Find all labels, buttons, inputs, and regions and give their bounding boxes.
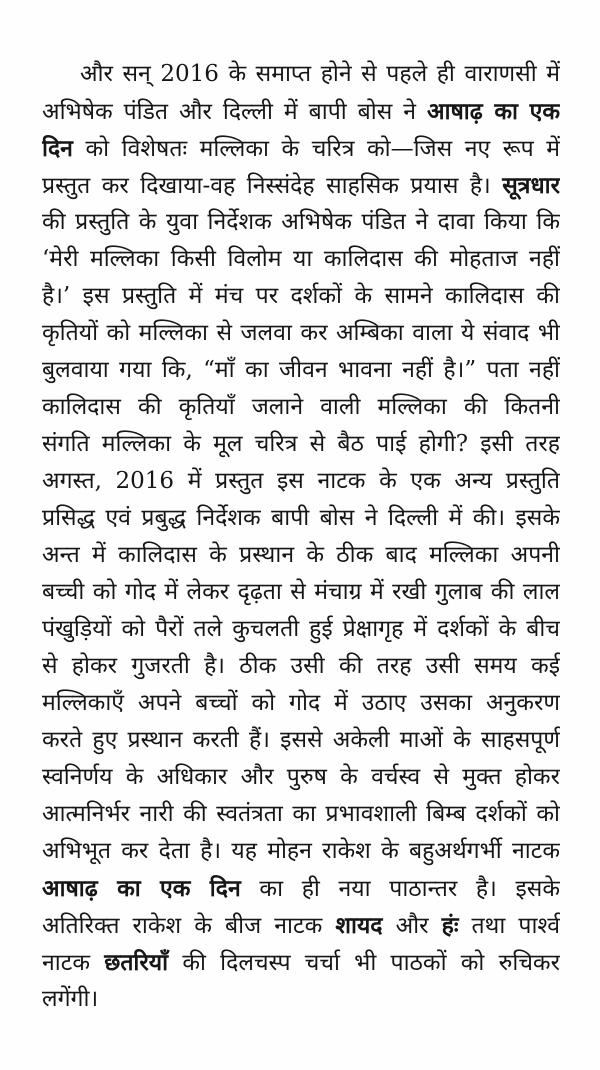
text-segment: ‘मेरी मल्लिका किसी विलोम या कालिदास की मोहताज नहीं xyxy=(42,246,560,272)
text-segment: बुलवाया गया कि, “माँ का जीवन भावना नहीं है।” पता नहीं xyxy=(42,357,560,383)
text-segment: करते हुए प्रस्थान करती हैं। इससे अकेली माओं के साहसपूर्ण xyxy=(42,727,560,753)
text-line xyxy=(42,870,560,907)
text-segment: लगेंगी। xyxy=(42,986,99,1012)
text-segment: और xyxy=(382,913,442,939)
text-segment: प्रस्तुत कर दिखाया-वह निस्संदेह साहसिक प्रयास है। xyxy=(42,173,503,199)
emphasized-text: दिन xyxy=(42,135,73,162)
text-line xyxy=(42,981,560,1018)
text-line xyxy=(42,648,560,685)
text-line xyxy=(42,389,560,426)
text-line xyxy=(42,463,560,500)
text-segment: कृतियों को मल्लिका से जलवा कर अम्बिका वाला ये संवाद भी xyxy=(42,320,560,346)
text-segment: आत्मनिर्भर नारी की स्वतंत्रता का प्रभावशाली बिम्ब दर्शकों को xyxy=(42,801,560,827)
text-segment: और सन् 2016 के समाप्त होने से पहले ही वाराणसी में xyxy=(80,61,560,87)
text-line xyxy=(42,796,560,833)
text-segment: का ही नया पाठान्तर है। इसके xyxy=(240,876,560,902)
emphasized-text: शायद xyxy=(335,912,383,939)
text-segment: कालिदास की कृतियाँ जलाने वाली मल्लिका की कितनी xyxy=(42,394,560,420)
emphasized-text: छतरियाँ xyxy=(104,949,169,976)
text-line xyxy=(42,426,560,463)
text-segment: अगस्त, 2016 में प्रस्तुत इस नाटक के एक अन्य प्रस्तुति xyxy=(42,468,560,494)
text-line xyxy=(42,352,560,389)
emphasized-text: आषाढ़ का एक दिन xyxy=(42,875,241,902)
text-line xyxy=(42,833,560,870)
text-line xyxy=(42,167,560,204)
paragraph xyxy=(42,56,560,1018)
text-segment: बच्ची को गोद में लेकर दृढ़ता से मंचाग्र में रखी गुलाब की लाल xyxy=(42,579,560,605)
text-line xyxy=(42,944,560,981)
text-segment: अन्त में कालिदास के प्रस्थान के ठीक बाद मल्लिका अपनी xyxy=(42,542,560,568)
text-line xyxy=(42,574,560,611)
text-segment: अभिषेक पंडित और दिल्ली में बापी बोस ने xyxy=(42,99,427,125)
text-segment: अतिरिक्त राकेश के बीज नाटक xyxy=(42,913,336,939)
text-segment: प्रसिद्ध एवं प्रबुद्ध निर्देशक बापी बोस ने दिल्ली में की। इसके xyxy=(42,505,560,531)
emphasized-text: हंः xyxy=(441,912,459,939)
emphasized-text: सूत्रधार xyxy=(502,172,560,199)
text-segment: से होकर गुजरती है। ठीक उसी की तरह उसी समय कई xyxy=(42,653,560,679)
text-line xyxy=(42,241,560,278)
text-line xyxy=(42,130,560,167)
text-segment: संगति मल्लिका के मूल चरित्र से बैठ पाई होगी? इसी तरह xyxy=(42,431,560,457)
text-segment: को विशेषतः मल्लिका के चरित्र को—जिस नए रूप में xyxy=(72,136,560,162)
text-line xyxy=(42,204,560,241)
text-line xyxy=(42,722,560,759)
text-segment: नाटक xyxy=(42,950,105,976)
text-segment: स्वनिर्णय के अधिकार और पुरुष के वर्चस्व से मुक्त होकर xyxy=(42,764,560,790)
text-segment: तथा पार्श्व xyxy=(458,913,560,939)
text-segment: मल्लिकाएँ अपने बच्चों को गोद में उठाए उसका अनुकरण xyxy=(42,690,560,716)
text-line xyxy=(42,907,560,944)
text-segment: की दिलचस्प चर्चा भी पाठकों को रुचिकर xyxy=(168,950,560,976)
text-segment: की प्रस्तुति के युवा निर्देशक अभिषेक पंडित ने दावा किया कि xyxy=(42,209,560,235)
text-line xyxy=(42,759,560,796)
text-line xyxy=(42,93,560,130)
text-line xyxy=(42,537,560,574)
text-line xyxy=(42,685,560,722)
emphasized-text: आषाढ़ का एक xyxy=(426,98,560,125)
text-line xyxy=(42,315,560,352)
text-segment: पंखुड़ियों को पैरों तले कुचलती हुई प्रेक्षागृह में दर्शकों के बीच xyxy=(42,616,560,642)
text-segment: है।’ इस प्रस्तुति में मंच पर दर्शकों के सामने कालिदास की xyxy=(42,283,560,309)
text-line xyxy=(42,611,560,648)
text-segment: अभिभूत कर देता है। यह मोहन राकेश के बहुअर्थगर्भी नाटक xyxy=(42,838,560,864)
text-line xyxy=(42,56,560,93)
text-line xyxy=(42,500,560,537)
text-line xyxy=(42,278,560,315)
